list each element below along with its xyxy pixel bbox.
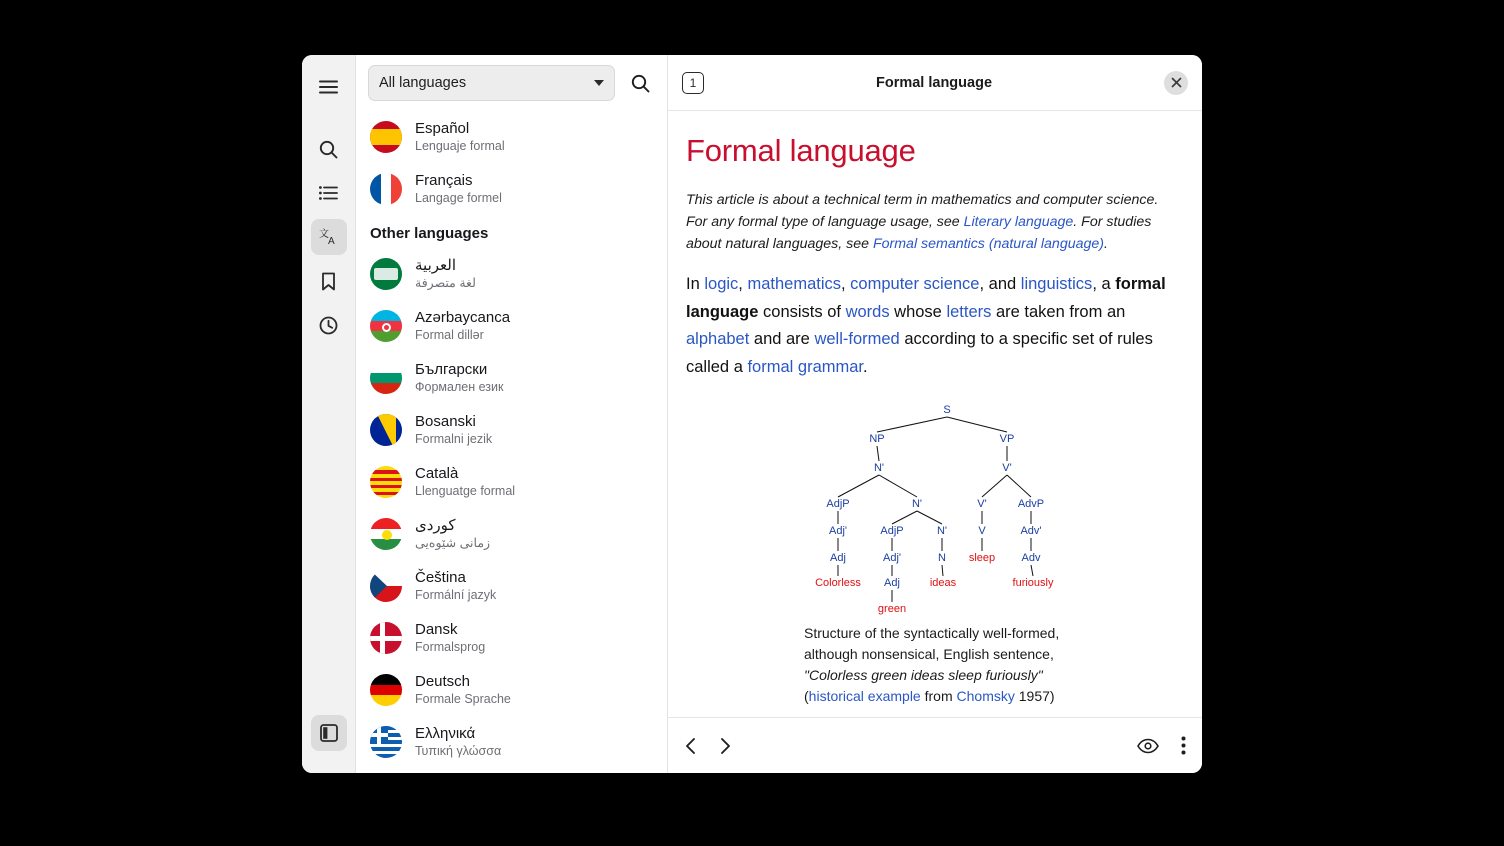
sidebar-toolbar xyxy=(356,55,667,111)
caption-paren: ( xyxy=(804,687,809,704)
language-translation: Formalni jezik xyxy=(415,432,493,447)
hatnote-text-2: . For studies about natural languages, see xyxy=(686,214,1152,252)
list-item[interactable] xyxy=(356,404,667,456)
more-options-icon[interactable] xyxy=(1181,736,1186,755)
lead-t1: In xyxy=(686,275,705,293)
flag-icon xyxy=(370,362,402,394)
lead-t6: consists of xyxy=(758,302,846,321)
list-item[interactable] xyxy=(356,163,667,215)
lead-t5: , a xyxy=(1092,275,1116,293)
tree-node-label: ideas xyxy=(929,576,957,589)
language-translation: زمانی شێوەیی xyxy=(415,536,491,551)
language-translation: Formale Sprache xyxy=(415,692,511,707)
list-item[interactable] xyxy=(356,716,667,768)
flag-icon xyxy=(370,726,402,758)
lead-t7: whose xyxy=(889,302,947,321)
hatnote-text-1: This article is about a technical term in mathematics and computer science. For any formal type of language usage, see xyxy=(686,192,1159,230)
sidebar-toggle-icon[interactable] xyxy=(311,715,347,751)
lead-paragraph xyxy=(686,271,1172,382)
flag-icon xyxy=(370,622,402,654)
flag-icon xyxy=(370,466,402,498)
language-name: Dansk xyxy=(415,620,458,638)
eye-icon[interactable] xyxy=(1137,738,1159,754)
syntax-tree-figure xyxy=(686,402,1172,707)
language-name: Deutsch xyxy=(415,672,471,690)
footer-actions xyxy=(1137,736,1186,755)
svg-text:文: 文 xyxy=(318,229,329,240)
list-item[interactable] xyxy=(356,352,667,404)
article-footer xyxy=(668,717,1202,773)
link-historical-example[interactable]: historical example xyxy=(808,687,921,704)
language-name: العربية xyxy=(415,256,456,274)
link-formal-semantics[interactable]: Formal semantics (natural language) xyxy=(872,236,1104,252)
link-computer-science[interactable]: computer science xyxy=(850,275,980,293)
hatnote xyxy=(686,189,1172,255)
search-icon[interactable] xyxy=(311,131,347,167)
language-translation: Lenguaje formal xyxy=(415,139,505,154)
language-translation: Formal dillər xyxy=(415,328,484,343)
page-title: Formal language xyxy=(875,74,993,91)
sidebar-search-icon[interactable] xyxy=(623,66,657,100)
tree-node-label: N xyxy=(938,551,946,564)
language-name: Ελληνικά xyxy=(415,724,476,742)
app-window xyxy=(302,55,1202,773)
language-filter-value: All languages xyxy=(379,75,467,91)
tree-node-label: N' xyxy=(873,461,885,474)
tree-node-label: Adj xyxy=(884,576,900,589)
caption-mid: from xyxy=(920,687,957,704)
lead-t3: , xyxy=(841,275,851,293)
tree-node-label: VP xyxy=(999,432,1015,445)
tree-node-label: green xyxy=(877,602,907,615)
article-header xyxy=(668,55,1202,111)
close-icon[interactable] xyxy=(1164,71,1188,95)
language-name: Čeština xyxy=(415,568,466,586)
language-translation: Τυπική γλώσσα xyxy=(415,744,502,759)
language-name: Français xyxy=(415,171,473,189)
tree-node-label: V xyxy=(978,524,986,537)
link-letters[interactable]: letters xyxy=(946,302,992,321)
language-translation: Llenguatge formal xyxy=(415,484,516,499)
lead-t11: . xyxy=(863,358,868,377)
tree-node-label: V' xyxy=(977,497,987,510)
menu-icon[interactable] xyxy=(311,69,347,105)
tree-node-label: V' xyxy=(1002,461,1012,474)
language-name: Български xyxy=(415,360,488,378)
tree-node-label: sleep xyxy=(968,551,996,564)
tree-node-label: N' xyxy=(911,497,923,510)
language-name: Bosanski xyxy=(415,412,476,430)
link-alphabet[interactable]: alphabet xyxy=(686,330,750,349)
icon-rail xyxy=(302,55,356,773)
figure-caption xyxy=(686,623,1172,707)
caption-sentence: "Colorless green ideas sleep furiously" xyxy=(804,666,1043,683)
flag-icon xyxy=(370,518,402,550)
tree-node-label: AdjP xyxy=(826,497,850,510)
link-linguistics[interactable]: linguistics xyxy=(1020,275,1093,293)
link-mathematics[interactable]: mathematics xyxy=(747,275,841,293)
link-words[interactable]: words xyxy=(845,302,890,321)
link-logic[interactable]: logic xyxy=(704,275,739,293)
lead-t9: and are xyxy=(749,330,815,349)
language-translation: Formální jazyk xyxy=(415,588,497,603)
lead-t10: according to a specific set of rules called a xyxy=(686,330,1153,377)
lead-t8: are taken from an xyxy=(991,302,1126,321)
article-body xyxy=(668,111,1202,717)
list-item[interactable] xyxy=(356,560,667,612)
tree-node-label: N' xyxy=(936,524,948,537)
flag-icon xyxy=(370,121,402,153)
language-name: Català xyxy=(415,464,459,482)
history-icon[interactable] xyxy=(311,307,347,343)
link-well-formed[interactable]: well-formed xyxy=(814,330,900,349)
section-heading: Other languages xyxy=(370,225,489,242)
flag-icon xyxy=(370,414,402,446)
caption-line-2: although nonsensical, English sentence, xyxy=(804,645,1054,662)
tree-node-label: Adj' xyxy=(883,551,901,564)
language-name: کوردی xyxy=(415,516,456,534)
caption-year: 1957) xyxy=(1014,687,1055,704)
list-item[interactable] xyxy=(356,300,667,352)
tree-node-label: Colorless xyxy=(815,576,861,589)
flag-icon xyxy=(370,674,402,706)
language-icon[interactable] xyxy=(311,219,347,255)
list-item[interactable] xyxy=(356,111,667,163)
list-item[interactable] xyxy=(356,664,667,716)
contents-list-icon[interactable] xyxy=(311,175,347,211)
flag-icon xyxy=(370,570,402,602)
bookmark-icon[interactable] xyxy=(311,263,347,299)
language-name: Español xyxy=(415,119,470,137)
flag-icon xyxy=(370,310,402,342)
link-literary-language[interactable]: Literary language xyxy=(963,214,1074,230)
language-list[interactable] xyxy=(356,111,667,773)
svg-text:A: A xyxy=(327,236,335,246)
tree-node-label: AdvP xyxy=(1017,497,1045,510)
tree-node-label: NP xyxy=(869,432,885,445)
flag-icon xyxy=(370,258,402,290)
tree-node-label: furiously xyxy=(1012,576,1054,589)
tree-node-label: AdjP xyxy=(880,524,904,537)
language-name: Azərbaycanca xyxy=(415,308,511,326)
article-title: Formal language xyxy=(686,133,916,168)
list-item[interactable] xyxy=(356,508,667,560)
list-item[interactable] xyxy=(356,456,667,508)
caption-line-1: Structure of the syntactically well-formed, xyxy=(804,624,1060,641)
list-item[interactable] xyxy=(356,612,667,664)
language-translation: Formalsprog xyxy=(415,640,486,655)
flag-icon xyxy=(370,173,402,205)
chevron-down-icon xyxy=(594,80,604,86)
term-formal-language: formal language xyxy=(686,275,1166,321)
back-button[interactable] xyxy=(684,737,698,755)
tree-node-label: S xyxy=(943,403,951,416)
tree-node-label: Adj' xyxy=(829,524,847,537)
list-item[interactable] xyxy=(356,248,667,300)
language-translation: Langage formel xyxy=(415,191,502,206)
tree-node-label: Adj xyxy=(830,551,846,564)
tree-node-label: Adv xyxy=(1021,551,1041,564)
syntax-tree-image xyxy=(686,402,1186,617)
link-formal-grammar[interactable]: formal grammar xyxy=(747,358,863,377)
forward-button[interactable] xyxy=(718,737,732,755)
tree-node-label: Adv' xyxy=(1020,524,1042,537)
language-sidebar xyxy=(356,55,668,773)
lead-t4: , and xyxy=(979,275,1021,293)
link-chomsky[interactable]: Chomsky xyxy=(956,687,1015,704)
article-pane xyxy=(668,55,1202,773)
lead-t2: , xyxy=(738,275,748,293)
tab-count-badge[interactable]: 1 xyxy=(682,72,704,94)
language-translation: لغة متصرفة xyxy=(415,276,476,291)
language-translation: Формален език xyxy=(415,380,504,395)
hatnote-text-3: . xyxy=(1104,236,1108,252)
language-filter-dropdown[interactable] xyxy=(368,65,615,101)
